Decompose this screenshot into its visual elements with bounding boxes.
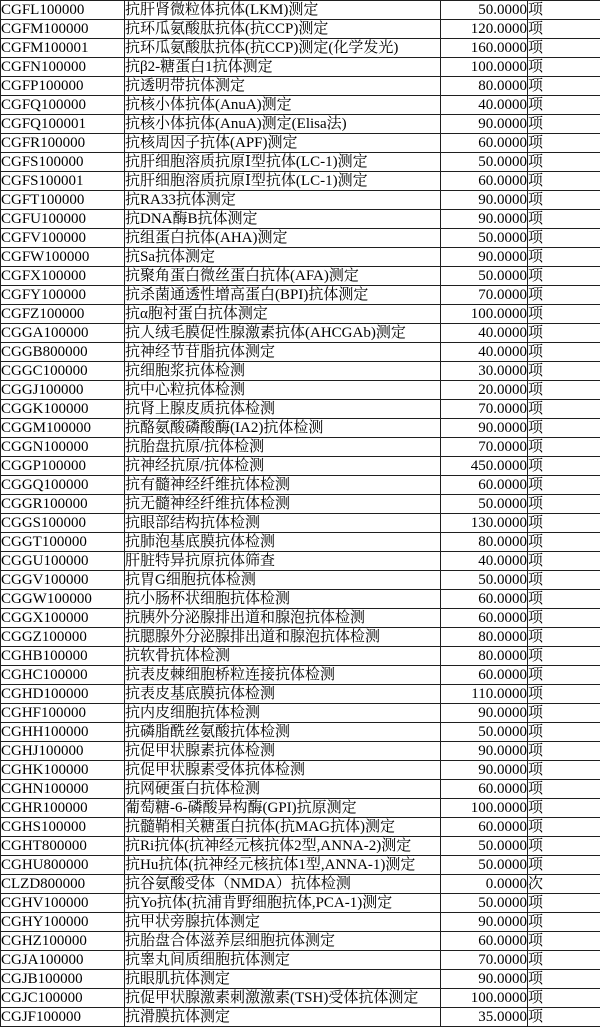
item-price-cell[interactable]: 80.0000 bbox=[441, 628, 528, 647]
item-code-cell[interactable]: CGGR100000 bbox=[1, 495, 125, 514]
item-code-cell[interactable]: CGFM100001 bbox=[1, 39, 125, 58]
table-row bbox=[1, 704, 600, 723]
item-unit-cell[interactable]: 项 bbox=[528, 1008, 600, 1027]
item-code-cell[interactable]: CGGA100000 bbox=[1, 324, 125, 343]
item-unit-cell[interactable]: 项 bbox=[528, 799, 600, 818]
table-row bbox=[1, 248, 600, 267]
item-code-cell[interactable]: CGHY100000 bbox=[1, 913, 125, 932]
item-unit-cell[interactable]: 项 bbox=[528, 77, 600, 96]
item-unit-cell[interactable]: 项 bbox=[528, 666, 600, 685]
fee-table-body bbox=[1, 1, 600, 1027]
item-code-cell[interactable]: CGHT800000 bbox=[1, 837, 125, 856]
item-name-cell[interactable]: 抗β2-糖蛋白1抗体测定 bbox=[125, 58, 441, 77]
item-name-cell[interactable]: 抗髓鞘相关糖蛋白抗体(抗MAG抗体)测定 bbox=[125, 818, 441, 837]
item-unit-cell[interactable]: 项 bbox=[528, 1, 600, 20]
item-unit-cell[interactable]: 项 bbox=[528, 115, 600, 134]
item-unit-cell[interactable]: 项 bbox=[528, 590, 600, 609]
item-unit-cell[interactable]: 项 bbox=[528, 552, 600, 571]
item-unit-cell[interactable]: 项 bbox=[528, 419, 600, 438]
item-price-cell[interactable]: 160.0000 bbox=[441, 39, 528, 58]
table-row bbox=[1, 913, 600, 932]
item-price-cell[interactable]: 90.0000 bbox=[441, 970, 528, 989]
item-code-cell[interactable]: CGFM100000 bbox=[1, 20, 125, 39]
item-code-cell[interactable]: CGGS100000 bbox=[1, 514, 125, 533]
item-unit-cell[interactable]: 项 bbox=[528, 20, 600, 39]
table-row bbox=[1, 514, 600, 533]
item-price-cell[interactable]: 0.0000 bbox=[441, 875, 528, 894]
item-name-cell[interactable]: 抗人绒毛膜促性腺激素抗体(AHCGAb)测定 bbox=[125, 324, 441, 343]
item-price-cell[interactable]: 450.0000 bbox=[441, 457, 528, 476]
table-row bbox=[1, 115, 600, 134]
table-row bbox=[1, 875, 600, 894]
item-code-cell[interactable]: CLZD800000 bbox=[1, 875, 125, 894]
item-unit-cell[interactable]: 项 bbox=[528, 571, 600, 590]
item-code-cell[interactable]: CGFS100000 bbox=[1, 153, 125, 172]
item-price-cell[interactable]: 80.0000 bbox=[441, 77, 528, 96]
item-price-cell[interactable]: 90.0000 bbox=[441, 191, 528, 210]
item-name-cell[interactable]: 抗Sa抗体测定 bbox=[125, 248, 441, 267]
item-code-cell[interactable]: CGFY100000 bbox=[1, 286, 125, 305]
item-unit-cell[interactable]: 项 bbox=[528, 742, 600, 761]
item-code-cell[interactable]: CGHR100000 bbox=[1, 799, 125, 818]
item-price-cell[interactable]: 70.0000 bbox=[441, 286, 528, 305]
item-name-cell[interactable]: 抗环瓜氨酸肽抗体(抗CCP)测定 bbox=[125, 20, 441, 39]
item-name-cell[interactable]: 抗胃G细胞抗体检测 bbox=[125, 571, 441, 590]
table-row bbox=[1, 286, 600, 305]
item-price-cell[interactable]: 50.0000 bbox=[441, 571, 528, 590]
item-name-cell[interactable]: 抗肾上腺皮质抗体检测 bbox=[125, 400, 441, 419]
item-unit-cell[interactable]: 项 bbox=[528, 96, 600, 115]
table-row bbox=[1, 362, 600, 381]
item-unit-cell[interactable]: 项 bbox=[528, 818, 600, 837]
item-price-cell[interactable]: 60.0000 bbox=[441, 172, 528, 191]
item-name-cell[interactable]: 抗Hu抗体(抗神经元核抗体1型,ANNA-1)测定 bbox=[125, 856, 441, 875]
item-code-cell[interactable]: CGHZ100000 bbox=[1, 932, 125, 951]
table-row bbox=[1, 172, 600, 191]
item-price-cell[interactable]: 20.0000 bbox=[441, 381, 528, 400]
item-name-cell[interactable]: 抗内皮细胞抗体检测 bbox=[125, 704, 441, 723]
table-row bbox=[1, 989, 600, 1008]
item-code-cell[interactable]: CGGN100000 bbox=[1, 438, 125, 457]
item-name-cell[interactable]: 抗胎盘合体滋养层细胞抗体测定 bbox=[125, 932, 441, 951]
table-row bbox=[1, 20, 600, 39]
item-name-cell[interactable]: 抗肝细胞溶质抗原Ⅰ型抗体(LC-1)测定 bbox=[125, 172, 441, 191]
item-unit-cell[interactable]: 项 bbox=[528, 172, 600, 191]
item-price-cell[interactable]: 50.0000 bbox=[441, 229, 528, 248]
item-code-cell[interactable]: CGFR100000 bbox=[1, 134, 125, 153]
item-unit-cell[interactable]: 项 bbox=[528, 704, 600, 723]
item-price-cell[interactable]: 90.0000 bbox=[441, 115, 528, 134]
item-name-cell[interactable]: 抗促甲状腺素受体抗体检测 bbox=[125, 761, 441, 780]
item-code-cell[interactable]: CGHH100000 bbox=[1, 723, 125, 742]
item-name-cell[interactable]: 抗神经抗原/抗体检测 bbox=[125, 457, 441, 476]
item-price-cell[interactable]: 80.0000 bbox=[441, 533, 528, 552]
item-name-cell[interactable]: 抗胰外分泌腺排出道和腺泡抗体检测 bbox=[125, 609, 441, 628]
item-code-cell[interactable]: CGGM100000 bbox=[1, 419, 125, 438]
table-row bbox=[1, 666, 600, 685]
item-price-cell[interactable]: 110.0000 bbox=[441, 685, 528, 704]
item-name-cell[interactable]: 抗透明带抗体测定 bbox=[125, 77, 441, 96]
item-name-cell[interactable]: 抗肝细胞溶质抗原Ⅰ型抗体(LC-1)测定 bbox=[125, 153, 441, 172]
item-unit-cell[interactable]: 项 bbox=[528, 951, 600, 970]
item-code-cell[interactable]: CGHB100000 bbox=[1, 647, 125, 666]
item-code-cell[interactable]: CGJA100000 bbox=[1, 951, 125, 970]
item-name-cell[interactable]: 抗小肠杯状细胞抗体检测 bbox=[125, 590, 441, 609]
table-row bbox=[1, 438, 600, 457]
item-unit-cell[interactable]: 项 bbox=[528, 438, 600, 457]
item-code-cell[interactable]: CGGK100000 bbox=[1, 400, 125, 419]
table-row bbox=[1, 552, 600, 571]
item-name-cell[interactable]: 抗α胞衬蛋白抗体测定 bbox=[125, 305, 441, 324]
table-row bbox=[1, 77, 600, 96]
item-code-cell[interactable]: CGFV100000 bbox=[1, 229, 125, 248]
item-unit-cell[interactable]: 项 bbox=[528, 457, 600, 476]
item-name-cell[interactable]: 抗Yo抗体(抗浦肯野细胞抗体,PCA-1)测定 bbox=[125, 894, 441, 913]
item-name-cell[interactable]: 抗腮腺外分泌腺排出道和腺泡抗体检测 bbox=[125, 628, 441, 647]
item-code-cell[interactable]: CGFT100000 bbox=[1, 191, 125, 210]
item-code-cell[interactable]: CGGW100000 bbox=[1, 590, 125, 609]
item-code-cell[interactable]: CGFU100000 bbox=[1, 210, 125, 229]
item-code-cell[interactable]: CGGP100000 bbox=[1, 457, 125, 476]
table-row bbox=[1, 685, 600, 704]
table-row bbox=[1, 932, 600, 951]
item-price-cell[interactable]: 50.0000 bbox=[441, 837, 528, 856]
item-code-cell[interactable]: CGGQ100000 bbox=[1, 476, 125, 495]
item-price-cell[interactable]: 50.0000 bbox=[441, 267, 528, 286]
table-row bbox=[1, 96, 600, 115]
item-unit-cell[interactable]: 项 bbox=[528, 267, 600, 286]
item-name-cell[interactable]: 抗促甲状腺素抗体检测 bbox=[125, 742, 441, 761]
table-row bbox=[1, 381, 600, 400]
item-unit-cell[interactable]: 项 bbox=[528, 286, 600, 305]
item-price-cell[interactable]: 30.0000 bbox=[441, 362, 528, 381]
table-row bbox=[1, 1008, 600, 1027]
table-row bbox=[1, 856, 600, 875]
item-unit-cell[interactable]: 项 bbox=[528, 628, 600, 647]
table-row bbox=[1, 153, 600, 172]
table-row bbox=[1, 780, 600, 799]
item-price-cell[interactable]: 60.0000 bbox=[441, 780, 528, 799]
item-price-cell[interactable]: 60.0000 bbox=[441, 609, 528, 628]
item-price-cell[interactable]: 100.0000 bbox=[441, 305, 528, 324]
item-name-cell[interactable]: 抗眼部结构抗体检测 bbox=[125, 514, 441, 533]
table-row bbox=[1, 39, 600, 58]
item-unit-cell[interactable]: 项 bbox=[528, 989, 600, 1008]
item-unit-cell[interactable]: 次 bbox=[528, 875, 600, 894]
item-code-cell[interactable]: CGFW100000 bbox=[1, 248, 125, 267]
item-code-cell[interactable]: CGGC100000 bbox=[1, 362, 125, 381]
item-price-cell[interactable]: 60.0000 bbox=[441, 666, 528, 685]
item-code-cell[interactable]: CGGX100000 bbox=[1, 609, 125, 628]
item-price-cell[interactable]: 90.0000 bbox=[441, 742, 528, 761]
item-price-cell[interactable]: 90.0000 bbox=[441, 704, 528, 723]
item-name-cell[interactable]: 葡萄糖-6-磷酸异构酶(GPI)抗原测定 bbox=[125, 799, 441, 818]
item-code-cell[interactable]: CGGV100000 bbox=[1, 571, 125, 590]
table-row bbox=[1, 210, 600, 229]
table-row bbox=[1, 590, 600, 609]
item-name-cell[interactable]: 抗RA33抗体测定 bbox=[125, 191, 441, 210]
item-code-cell[interactable]: CGFZ100000 bbox=[1, 305, 125, 324]
item-price-cell[interactable]: 60.0000 bbox=[441, 134, 528, 153]
item-unit-cell[interactable]: 项 bbox=[528, 210, 600, 229]
item-unit-cell[interactable]: 项 bbox=[528, 58, 600, 77]
item-unit-cell[interactable]: 项 bbox=[528, 400, 600, 419]
item-code-cell[interactable]: CGHC100000 bbox=[1, 666, 125, 685]
item-name-cell[interactable]: 抗眼肌抗体测定 bbox=[125, 970, 441, 989]
item-price-cell[interactable]: 60.0000 bbox=[441, 932, 528, 951]
item-code-cell[interactable]: CGHS100000 bbox=[1, 818, 125, 837]
item-name-cell[interactable]: 抗表皮棘细胞桥粒连接抗体检测 bbox=[125, 666, 441, 685]
table-row bbox=[1, 742, 600, 761]
item-price-cell[interactable]: 50.0000 bbox=[441, 723, 528, 742]
table-row bbox=[1, 837, 600, 856]
item-code-cell[interactable]: CGHU800000 bbox=[1, 856, 125, 875]
table-row bbox=[1, 799, 600, 818]
item-name-cell[interactable]: 抗滑膜抗体测定 bbox=[125, 1008, 441, 1027]
item-code-cell[interactable]: CGHF100000 bbox=[1, 704, 125, 723]
item-price-cell[interactable]: 60.0000 bbox=[441, 818, 528, 837]
item-price-cell[interactable]: 100.0000 bbox=[441, 58, 528, 77]
item-price-cell[interactable]: 40.0000 bbox=[441, 324, 528, 343]
item-price-cell[interactable]: 60.0000 bbox=[441, 590, 528, 609]
item-unit-cell[interactable]: 项 bbox=[528, 362, 600, 381]
table-row bbox=[1, 457, 600, 476]
item-name-cell[interactable]: 抗核周因子抗体(APF)测定 bbox=[125, 134, 441, 153]
table-row bbox=[1, 305, 600, 324]
item-unit-cell[interactable]: 项 bbox=[528, 894, 600, 913]
item-price-cell[interactable]: 100.0000 bbox=[441, 799, 528, 818]
item-name-cell[interactable]: 抗DNA酶B抗体测定 bbox=[125, 210, 441, 229]
item-price-cell[interactable]: 50.0000 bbox=[441, 1, 528, 20]
item-price-cell[interactable]: 40.0000 bbox=[441, 96, 528, 115]
item-name-cell[interactable]: 抗细胞浆抗体检测 bbox=[125, 362, 441, 381]
item-price-cell[interactable]: 50.0000 bbox=[441, 894, 528, 913]
item-name-cell[interactable]: 抗组蛋白抗体(AHA)测定 bbox=[125, 229, 441, 248]
item-price-cell[interactable]: 35.0000 bbox=[441, 1008, 528, 1027]
item-price-cell[interactable]: 60.0000 bbox=[441, 476, 528, 495]
table-row bbox=[1, 761, 600, 780]
item-price-cell[interactable]: 70.0000 bbox=[441, 438, 528, 457]
item-unit-cell[interactable]: 项 bbox=[528, 305, 600, 324]
table-row bbox=[1, 970, 600, 989]
item-unit-cell[interactable]: 项 bbox=[528, 647, 600, 666]
item-unit-cell[interactable]: 项 bbox=[528, 609, 600, 628]
table-row bbox=[1, 476, 600, 495]
item-price-cell[interactable]: 100.0000 bbox=[441, 989, 528, 1008]
item-code-cell[interactable]: CGHJ100000 bbox=[1, 742, 125, 761]
item-unit-cell[interactable]: 项 bbox=[528, 229, 600, 248]
item-price-cell[interactable]: 50.0000 bbox=[441, 856, 528, 875]
table-row bbox=[1, 609, 600, 628]
item-name-cell[interactable]: 抗Ri抗体(抗神经元核抗体2型,ANNA-2)测定 bbox=[125, 837, 441, 856]
table-row bbox=[1, 58, 600, 77]
item-name-cell[interactable]: 抗肺泡基底膜抗体检测 bbox=[125, 533, 441, 552]
table-row bbox=[1, 647, 600, 666]
item-code-cell[interactable]: CGFQ100001 bbox=[1, 115, 125, 134]
item-unit-cell[interactable]: 项 bbox=[528, 39, 600, 58]
item-price-cell[interactable]: 90.0000 bbox=[441, 210, 528, 229]
item-code-cell[interactable]: CGGU100000 bbox=[1, 552, 125, 571]
table-row bbox=[1, 267, 600, 286]
item-code-cell[interactable]: CGGT100000 bbox=[1, 533, 125, 552]
item-name-cell[interactable]: 抗胎盘抗原/抗体检测 bbox=[125, 438, 441, 457]
table-row bbox=[1, 324, 600, 343]
item-price-cell[interactable]: 50.0000 bbox=[441, 495, 528, 514]
item-code-cell[interactable]: CGFN100000 bbox=[1, 58, 125, 77]
item-name-cell[interactable]: 抗网硬蛋白抗体检测 bbox=[125, 780, 441, 799]
item-unit-cell[interactable]: 项 bbox=[528, 514, 600, 533]
item-name-cell[interactable]: 抗中心粒抗体检测 bbox=[125, 381, 441, 400]
item-price-cell[interactable]: 90.0000 bbox=[441, 913, 528, 932]
table-row bbox=[1, 818, 600, 837]
item-unit-cell[interactable]: 项 bbox=[528, 381, 600, 400]
item-price-cell[interactable]: 120.0000 bbox=[441, 20, 528, 39]
item-unit-cell[interactable]: 项 bbox=[528, 932, 600, 951]
item-code-cell[interactable]: CGJB100000 bbox=[1, 970, 125, 989]
table-row bbox=[1, 1, 600, 20]
item-code-cell[interactable]: CGGJ100000 bbox=[1, 381, 125, 400]
item-price-cell[interactable]: 80.0000 bbox=[441, 647, 528, 666]
table-row bbox=[1, 951, 600, 970]
item-code-cell[interactable]: CGGZ100000 bbox=[1, 628, 125, 647]
table-row bbox=[1, 533, 600, 552]
table-row bbox=[1, 400, 600, 419]
item-price-cell[interactable]: 90.0000 bbox=[441, 248, 528, 267]
item-code-cell[interactable]: CGHV100000 bbox=[1, 894, 125, 913]
item-unit-cell[interactable]: 项 bbox=[528, 495, 600, 514]
item-code-cell[interactable]: CGFL100000 bbox=[1, 1, 125, 20]
item-name-cell[interactable]: 抗肝肾微粒体抗体(LKM)测定 bbox=[125, 1, 441, 20]
table-row bbox=[1, 571, 600, 590]
item-name-cell[interactable]: 抗软骨抗体检测 bbox=[125, 647, 441, 666]
item-code-cell[interactable]: CGFQ100000 bbox=[1, 96, 125, 115]
item-name-cell[interactable]: 抗甲状旁腺抗体测定 bbox=[125, 913, 441, 932]
item-unit-cell[interactable]: 项 bbox=[528, 324, 600, 343]
item-code-cell[interactable]: CGHK100000 bbox=[1, 761, 125, 780]
item-unit-cell[interactable]: 项 bbox=[528, 134, 600, 153]
item-name-cell[interactable]: 抗有髓神经纤维抗体检测 bbox=[125, 476, 441, 495]
item-unit-cell[interactable]: 项 bbox=[528, 723, 600, 742]
item-name-cell[interactable]: 抗促甲状腺激素刺激激素(TSH)受体抗体测定 bbox=[125, 989, 441, 1008]
table-row bbox=[1, 723, 600, 742]
item-unit-cell[interactable]: 项 bbox=[528, 153, 600, 172]
table-row bbox=[1, 419, 600, 438]
item-name-cell[interactable]: 抗磷脂酰丝氨酸抗体检测 bbox=[125, 723, 441, 742]
table-row bbox=[1, 343, 600, 362]
item-name-cell[interactable]: 抗睾丸间质细胞抗体测定 bbox=[125, 951, 441, 970]
item-unit-cell[interactable]: 项 bbox=[528, 761, 600, 780]
table-row bbox=[1, 191, 600, 210]
item-name-cell[interactable]: 抗杀菌通透性增高蛋白(BPI)抗体测定 bbox=[125, 286, 441, 305]
item-price-cell[interactable]: 90.0000 bbox=[441, 761, 528, 780]
item-unit-cell[interactable]: 项 bbox=[528, 837, 600, 856]
item-name-cell[interactable]: 抗核小体抗体(AnuA)测定(Elisa法) bbox=[125, 115, 441, 134]
item-unit-cell[interactable]: 项 bbox=[528, 685, 600, 704]
item-unit-cell[interactable]: 项 bbox=[528, 970, 600, 989]
item-name-cell[interactable]: 抗神经节苷脂抗体测定 bbox=[125, 343, 441, 362]
item-unit-cell[interactable]: 项 bbox=[528, 343, 600, 362]
item-name-cell[interactable]: 抗谷氨酸受体（NMDA）抗体检测 bbox=[125, 875, 441, 894]
item-price-cell[interactable]: 50.0000 bbox=[441, 153, 528, 172]
item-name-cell[interactable]: 抗酪氨酸磷酸酶(IA2)抗体检测 bbox=[125, 419, 441, 438]
item-name-cell[interactable]: 抗环瓜氨酸肽抗体(抗CCP)测定(化学发光) bbox=[125, 39, 441, 58]
item-unit-cell[interactable]: 项 bbox=[528, 533, 600, 552]
item-unit-cell[interactable]: 项 bbox=[528, 191, 600, 210]
item-price-cell[interactable]: 40.0000 bbox=[441, 552, 528, 571]
item-name-cell[interactable]: 肝脏特异抗原抗体筛查 bbox=[125, 552, 441, 571]
item-code-cell[interactable]: CGFX100000 bbox=[1, 267, 125, 286]
item-code-cell[interactable]: CGFS100001 bbox=[1, 172, 125, 191]
item-unit-cell[interactable]: 项 bbox=[528, 780, 600, 799]
item-price-cell[interactable]: 70.0000 bbox=[441, 951, 528, 970]
item-price-cell[interactable]: 70.0000 bbox=[441, 400, 528, 419]
table-row bbox=[1, 894, 600, 913]
item-name-cell[interactable]: 抗表皮基底膜抗体检测 bbox=[125, 685, 441, 704]
table-row bbox=[1, 134, 600, 153]
item-unit-cell[interactable]: 项 bbox=[528, 248, 600, 267]
item-unit-cell[interactable]: 项 bbox=[528, 476, 600, 495]
item-name-cell[interactable]: 抗无髓神经纤维抗体检测 bbox=[125, 495, 441, 514]
item-name-cell[interactable]: 抗核小体抗体(AnuA)测定 bbox=[125, 96, 441, 115]
item-code-cell[interactable]: CGHD100000 bbox=[1, 685, 125, 704]
item-name-cell[interactable]: 抗聚角蛋白微丝蛋白抗体(AFA)测定 bbox=[125, 267, 441, 286]
item-unit-cell[interactable]: 项 bbox=[528, 856, 600, 875]
item-code-cell[interactable]: CGJF100000 bbox=[1, 1008, 125, 1027]
table-row bbox=[1, 229, 600, 248]
item-price-cell[interactable]: 40.0000 bbox=[441, 343, 528, 362]
item-code-cell[interactable]: CGJC100000 bbox=[1, 989, 125, 1008]
item-code-cell[interactable]: CGHN100000 bbox=[1, 780, 125, 799]
item-code-cell[interactable]: CGGB800000 bbox=[1, 343, 125, 362]
table-row bbox=[1, 495, 600, 514]
table-row bbox=[1, 628, 600, 647]
item-code-cell[interactable]: CGFP100000 bbox=[1, 77, 125, 96]
item-unit-cell[interactable]: 项 bbox=[528, 913, 600, 932]
item-price-cell[interactable]: 90.0000 bbox=[441, 419, 528, 438]
item-price-cell[interactable]: 130.0000 bbox=[441, 514, 528, 533]
